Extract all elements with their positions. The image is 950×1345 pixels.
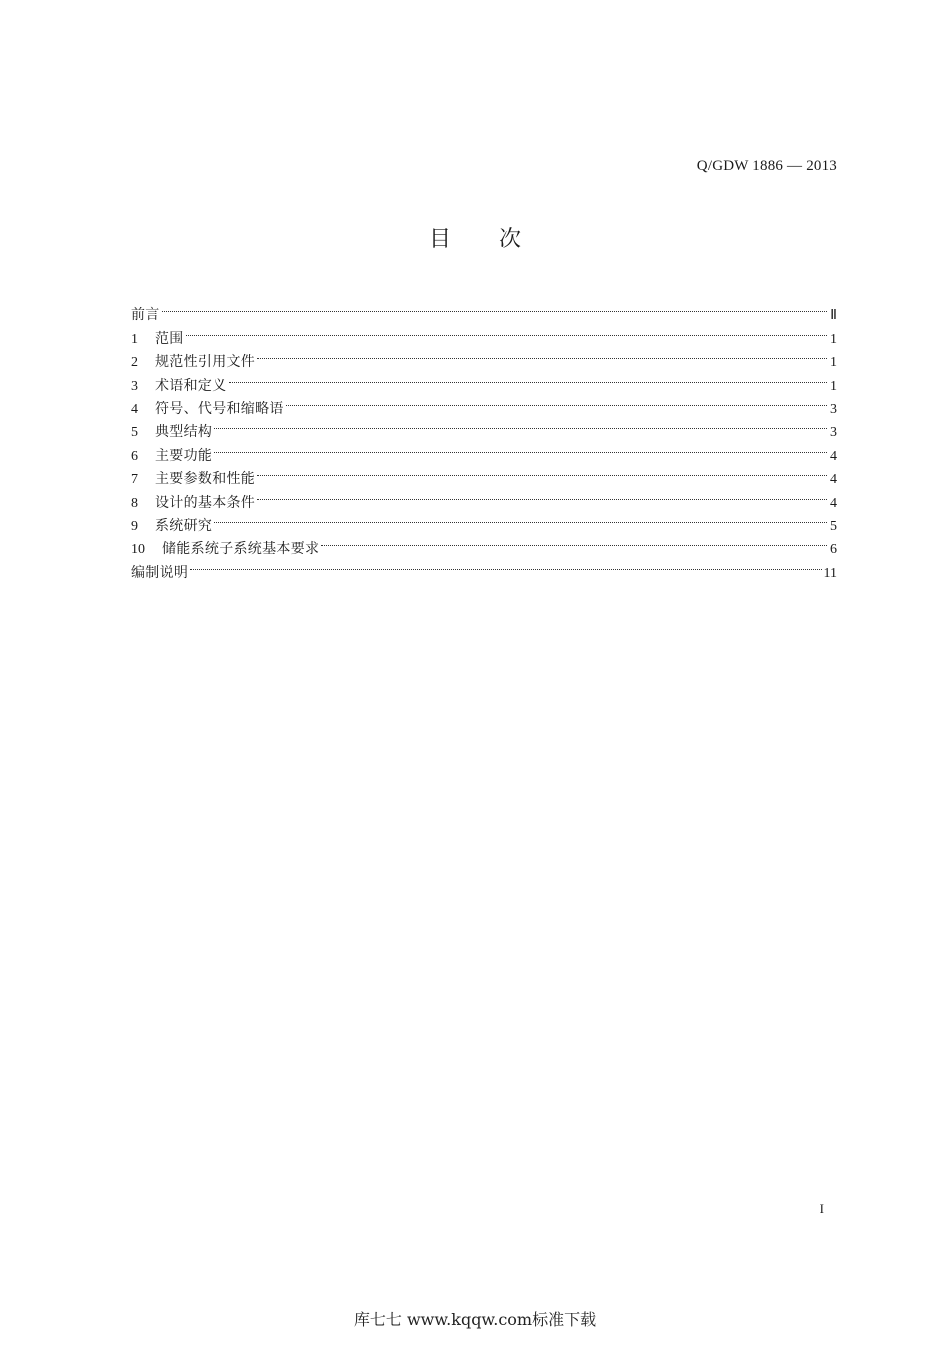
- toc-entry-explanation[interactable]: [131, 553, 837, 581]
- toc-leader-dots: [257, 343, 827, 366]
- toc-entry-number: 6: [131, 448, 138, 464]
- toc-entry-number: 10: [131, 542, 145, 558]
- toc-entry-number: 2: [131, 355, 138, 371]
- toc-entry-7[interactable]: [131, 460, 837, 488]
- toc-entry-page: 4: [830, 472, 837, 488]
- toc-entry-page: 4: [830, 495, 837, 511]
- toc-entry-page: 4: [830, 448, 837, 464]
- toc-entry-number: 4: [131, 401, 138, 417]
- toc-entry-text: 范围: [155, 330, 184, 347]
- toc-leader-dots: [286, 390, 827, 413]
- footer-watermark: 库七七 www.kqqw.com标准下载: [353, 1310, 597, 1329]
- toc-leader-dots: [257, 483, 827, 506]
- toc-entry-text: 储能系统子系统基本要求: [162, 541, 320, 558]
- toc-entry-text: 设计的基本条件: [155, 494, 256, 511]
- toc-list: [131, 296, 837, 581]
- toc-entry-text: 主要功能: [155, 447, 213, 464]
- toc-entry-page: 1: [830, 378, 837, 394]
- toc-leader-dots: [190, 553, 821, 576]
- toc-entry-page: Ⅱ: [830, 308, 837, 324]
- toc-entry-page: 11: [823, 565, 837, 581]
- toc-entry-text: 系统研究: [155, 517, 213, 534]
- toc-leader-dots: [214, 436, 827, 459]
- toc-entry-number: 9: [131, 518, 138, 534]
- toc-leader-dots: [186, 319, 827, 342]
- toc-entry-text: 术语和定义: [155, 377, 227, 394]
- toc-entry-number: 8: [131, 495, 138, 511]
- toc-entry-9[interactable]: [131, 507, 837, 534]
- toc-leader-dots: [214, 413, 827, 436]
- toc-entry-number: 1: [131, 331, 138, 347]
- toc-leader-dots: [257, 460, 827, 483]
- standard-code: Q/GDW 1886 — 2013: [696, 158, 837, 174]
- toc-entry-number: 3: [131, 378, 138, 394]
- toc-entry-foreword[interactable]: [131, 296, 837, 324]
- toc-entry-page: 3: [830, 425, 837, 441]
- toc-entry-number: 5: [131, 425, 138, 441]
- toc-entry-text: 前言: [131, 307, 160, 324]
- toc-leader-dots: [321, 530, 827, 553]
- toc-title: [0, 222, 950, 253]
- toc-entry-text: 典型结构: [155, 424, 213, 441]
- toc-entry-4[interactable]: [131, 390, 837, 417]
- toc-entry-10[interactable]: [131, 530, 837, 558]
- toc-entry-5[interactable]: [131, 413, 837, 441]
- toc-entry-page: 1: [830, 355, 837, 371]
- toc-entry-2[interactable]: [131, 343, 837, 371]
- toc-entry-1[interactable]: [131, 319, 837, 347]
- toc-entry-page: 1: [830, 331, 837, 347]
- toc-title-right: 次: [499, 227, 522, 252]
- toc-entry-page: 5: [830, 518, 837, 534]
- toc-title-left: 目: [428, 227, 451, 252]
- toc-entry-6[interactable]: [131, 436, 837, 464]
- page-number: I: [819, 1201, 824, 1216]
- toc-entry-page: 6: [830, 542, 837, 558]
- toc-entry-text: 编制说明: [131, 564, 189, 581]
- toc-leader-dots: [162, 296, 827, 319]
- toc-entry-page: 3: [830, 401, 837, 417]
- toc-leader-dots: [229, 366, 828, 389]
- toc-entry-text: 主要参数和性能: [155, 471, 256, 488]
- toc-entry-number: 7: [131, 472, 138, 488]
- toc-leader-dots: [214, 507, 827, 530]
- toc-entry-text: 规范性引用文件: [155, 354, 256, 371]
- toc-entry-text: 符号、代号和缩略语: [155, 400, 284, 417]
- toc-entry-3[interactable]: [131, 366, 837, 394]
